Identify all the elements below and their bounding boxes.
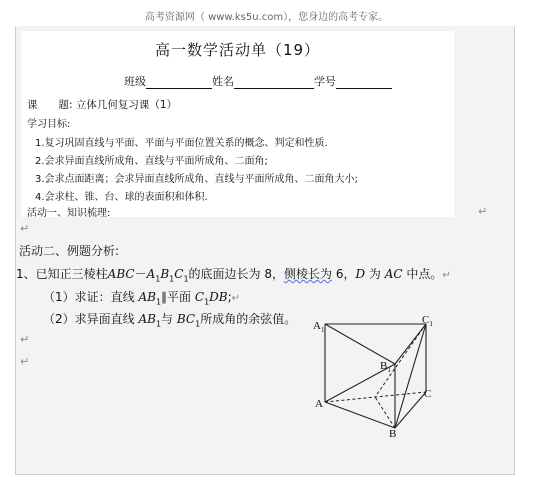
goal-item-1: 1.复习巩固直线与平面、平面与平面位置关系的概念、判定和性质. xyxy=(35,138,328,149)
topic-value: 立体几何复习课（1） xyxy=(75,99,178,111)
class-blank xyxy=(146,76,212,89)
name-blank xyxy=(234,76,314,89)
prism-figure xyxy=(300,310,460,445)
topic-line: 课 题: 立体几何复习课（1） xyxy=(27,99,178,111)
label-a1: $A_1$ xyxy=(313,320,325,334)
student-info-line xyxy=(124,73,392,89)
goal-item-2: 2.会求异面直线所成角、直线与平面所成角、二面角; xyxy=(35,156,268,167)
edge-b-c xyxy=(395,392,426,428)
question-2: （2）求异面直线 $AB_1$与 $BC_1$所成角的余弦值。 xyxy=(43,312,297,329)
id-label: 学号 xyxy=(314,75,336,88)
goals-label: 学习目标: xyxy=(27,119,71,130)
label-c1: $C_1$ xyxy=(422,314,433,328)
topic-label: 课 题 xyxy=(27,99,69,111)
label-b1: $B_1$ xyxy=(380,360,391,374)
class-label: 班级 xyxy=(124,75,146,88)
paragraph-mark: ↵ xyxy=(478,205,488,218)
problem-number: 1、 xyxy=(16,267,36,281)
name-label: 姓名 xyxy=(212,75,234,88)
page-header: 高考资源网（ www.ks5u.com），您身边的高考专家。 xyxy=(144,12,389,23)
activity-two-heading: 活动二、例题分析: xyxy=(19,244,120,258)
prism-edges xyxy=(325,324,426,428)
hidden-segment-b-d xyxy=(375,397,395,428)
id-blank xyxy=(336,76,392,89)
label-b: B xyxy=(389,428,397,440)
label-a: A xyxy=(315,398,323,410)
goal-item-3: 3.会求点面距离；会求异面直线所成角、直线与平面所成角、二面角大小; xyxy=(35,174,358,185)
paragraph-mark: ↵ xyxy=(20,333,30,346)
sheet-title: 高一数学活动单（19） xyxy=(154,41,321,59)
edge-a1-b1 xyxy=(325,324,395,364)
paragraph-mark: ↵ xyxy=(20,222,30,235)
activity-one-heading: 活动一、知识梳理: xyxy=(27,208,111,219)
problem-statement: 1、已知正三棱柱$ABC-A_1B_1C_1$的底面边长为 8，侧棱长为 6，D 为 AC 中点。↵ xyxy=(16,267,451,284)
segment-b-c1 xyxy=(395,324,426,428)
goal-item-4: 4.会求柱、锥、台、球的表面积和体积. xyxy=(35,192,208,203)
edge-a-b xyxy=(325,402,395,428)
label-c: C xyxy=(424,388,432,400)
paragraph-mark: ↵ xyxy=(20,355,30,368)
question-1: （1）求证：直线 $AB_1\parallel$平面 $C_1DB;↵$ xyxy=(43,290,241,307)
activity-sheet-image xyxy=(21,31,454,217)
